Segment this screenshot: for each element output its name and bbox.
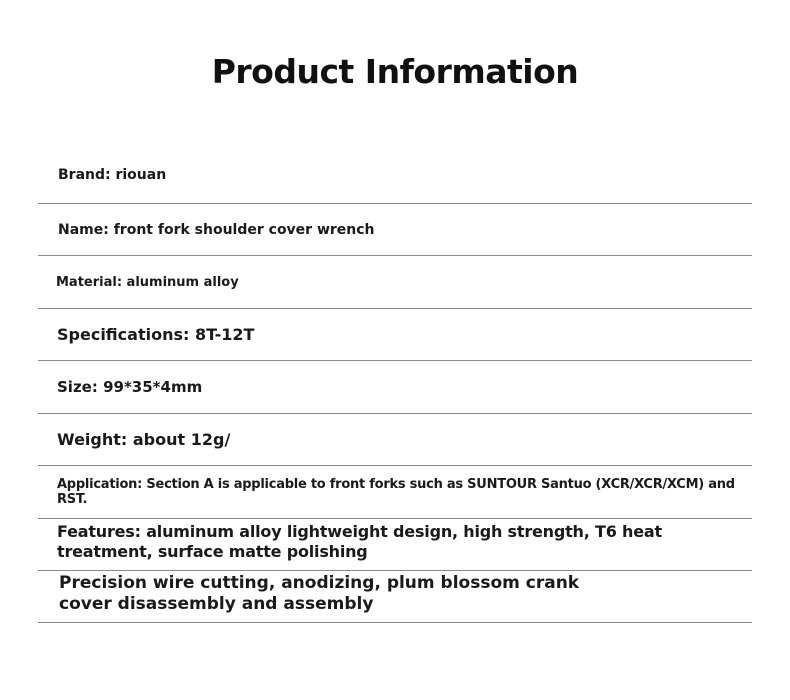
page-title: Product Information bbox=[211, 52, 579, 91]
application-text: Application: Section A is applicable to front forks such as SUNTOUR Santuo (XCR/XCR/XCM) and RST. bbox=[57, 477, 735, 507]
row-application bbox=[38, 466, 752, 519]
row-brand bbox=[38, 150, 752, 204]
row-size bbox=[38, 361, 752, 414]
size-text: Size: 99*35*4mm bbox=[57, 378, 203, 396]
row-weight bbox=[38, 414, 752, 466]
specifications-text: Specifications: 8T-12T bbox=[57, 325, 255, 344]
weight-text: Weight: about 12g/ bbox=[57, 430, 231, 449]
name-text: Name: front fork shoulder cover wrench bbox=[58, 221, 375, 238]
process-text: Precision wire cutting, anodizing, plum blossom crank cover disassembly and assembly bbox=[59, 573, 580, 614]
features-text: Features: aluminum alloy lightweight design, high strength, T6 heat treatment, surface matte polishing bbox=[57, 522, 662, 561]
row-material bbox=[38, 256, 752, 309]
brand-text: Brand: riouan bbox=[58, 166, 167, 183]
row-specifications bbox=[38, 309, 752, 361]
material-text: Material: aluminum alloy bbox=[56, 274, 239, 290]
row-process bbox=[38, 571, 752, 623]
row-features bbox=[38, 519, 752, 571]
row-name bbox=[38, 204, 752, 256]
